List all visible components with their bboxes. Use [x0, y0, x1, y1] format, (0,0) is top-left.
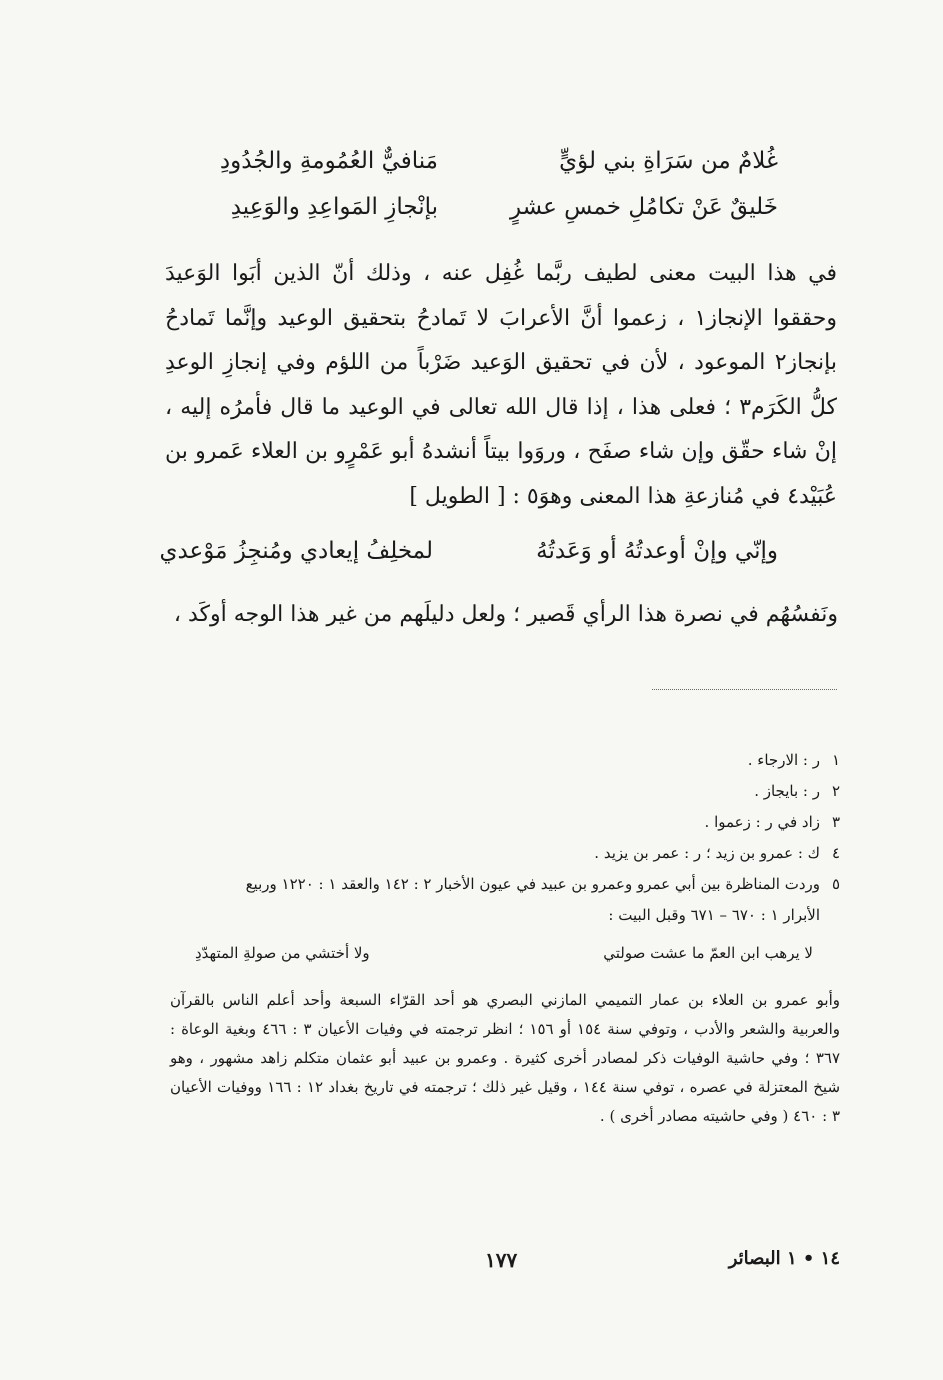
footnote-verse — [195, 944, 813, 966]
signature-mark: ١٤ • ١ البصائر — [728, 1248, 840, 1269]
closing-line-text: ونَفسُهُم في نصرة هذا الرأي قَصير ؛ ولعل دليلَهم من غير هذا الوجه أوكَد ، — [173, 602, 838, 627]
main-paragraph — [165, 252, 837, 519]
footnote-5-continuation: الأبرار ١ : ٦٧٠ – ٦٧١ وقبل البيت : — [608, 906, 820, 924]
footnote-list — [170, 745, 840, 931]
footnote-text: ك : عمرو بن زيد ؛ ر : عمر بن يزيد . — [594, 844, 820, 862]
footnote-text: ر : الارجاء . — [747, 751, 820, 769]
footnote-biography: وأبو عمرو بن العلاء بن عمار التميمي المازني البصري هو أحد القرّاء السبعة وأحد أعلم الناس بالقرآن والعربية والشعر والأدب ، وتوفي سنة ١٥٤ أو ١٥٦ ؛ انظر ترجمته في وفيات الأعيان ٣ : ٤٦٦ وبغية الوعاة : ٣٦٧ ؛ وفي حاشية الوفيات ذكر لمصادر أخرى كثيرة . وعمرو بن عبيد أبو عثمان متكلم زاهد مشهور ، وهو شيخ المعتزلة في عصره ، توفي سنة ١٤٤ ، وقيل غير ذلك ؛ ترجمته في تاريخ بغداد ١٢ : ١٦٦ ووفيات الأعيان ٣ : ٤٦٠ ( وفي حاشيته مصادر أخرى ) . — [170, 991, 841, 1125]
footnote-item — [170, 807, 840, 838]
footnote-number: ٣ — [831, 813, 840, 831]
verse-2-hemistich-1: خَليقٌ عَنْ تكامُلِ خمسِ عشرٍ — [509, 194, 778, 220]
footnote-number: ٤ — [831, 844, 840, 862]
footnote-text: وردت المناظرة بين أبي عمرو وعمرو بن عبيد في عيون الأخبار ٢ : ١٤٢ والعقد ١ : ١٢٢٠ وربيع — [245, 875, 820, 893]
cited-verse-hemistich-2: لمخلِفُ إيعادي ومُنجِزُ مَوْعدي — [159, 538, 433, 564]
footnote-verse-hemistich-1: لا يرهب ابن العمّ ما عشت صولتي — [603, 944, 813, 962]
page-number: ١٧٧ — [485, 1248, 518, 1272]
footnote-item — [170, 776, 840, 807]
footnote-number: ٢ — [831, 782, 840, 800]
verse-1-hemistich-2: مَنافيٌّ العُمُومةِ والجُدُودِ — [219, 148, 438, 174]
footnote-item — [170, 745, 840, 776]
footnote-text: زاد في ر : زعموا . — [704, 813, 820, 831]
cited-verse-hemistich-1: وإنّي وإنْ أوعدتُهُ أو وَعَدتُهُ — [536, 538, 778, 564]
verse-line-2 — [168, 196, 778, 222]
footnote-verse-hemistich-2: ولا أختشي من صولةِ المتهدّدِ — [195, 944, 370, 962]
footnote-text: ر : بايجاز . — [754, 782, 820, 800]
cited-verse — [159, 538, 778, 566]
main-paragraph-text: في هذا البيت معنى لطيف ربَّما غُفِل عنه ، وذلك أنّ الذين أبَوا الوَعيدَ وحققوا الإنجاز١ ، زعموا أنَّ الأعرابَ لا تَمادحُ بتحقيق الوعيد وإنَّما تَمادحُ بإنجاز٢ الموعود ، لأن في تحقيق الوَعيد ضَرْباً من اللؤم وفي إنجازِ الوعدِ كلُّ الكَرَم٣ ؛ فعلى هذا ، إذا قال الله تعالى في الوعيد ما قال فأمرُه إليه ، إنْ شاء حقّق وإن شاء صفَح ، وروَوا بيتاً أنشدهُ أبو عَمْرٍو بن العلاء عَمرو بن عُبَيْد٤ في مُنازعةِ هذا المعنى وهوَ٥ : [ الطويل ] — [165, 261, 837, 509]
verse-1-hemistich-1: غُلامٌ من سَرَاةِ بني لؤيٍّ — [559, 148, 778, 174]
footnote-separator — [652, 689, 837, 690]
verse-line-1 — [168, 150, 778, 176]
footnote-item — [170, 838, 840, 869]
footnote-number: ١ — [831, 751, 840, 769]
footnote-number: ٥ — [831, 875, 840, 893]
closing-line — [174, 604, 838, 626]
footnote-item — [170, 869, 840, 900]
verse-2-hemistich-2: بإنْجازِ المَواعِدِ والوَعِيدِ — [230, 194, 438, 220]
